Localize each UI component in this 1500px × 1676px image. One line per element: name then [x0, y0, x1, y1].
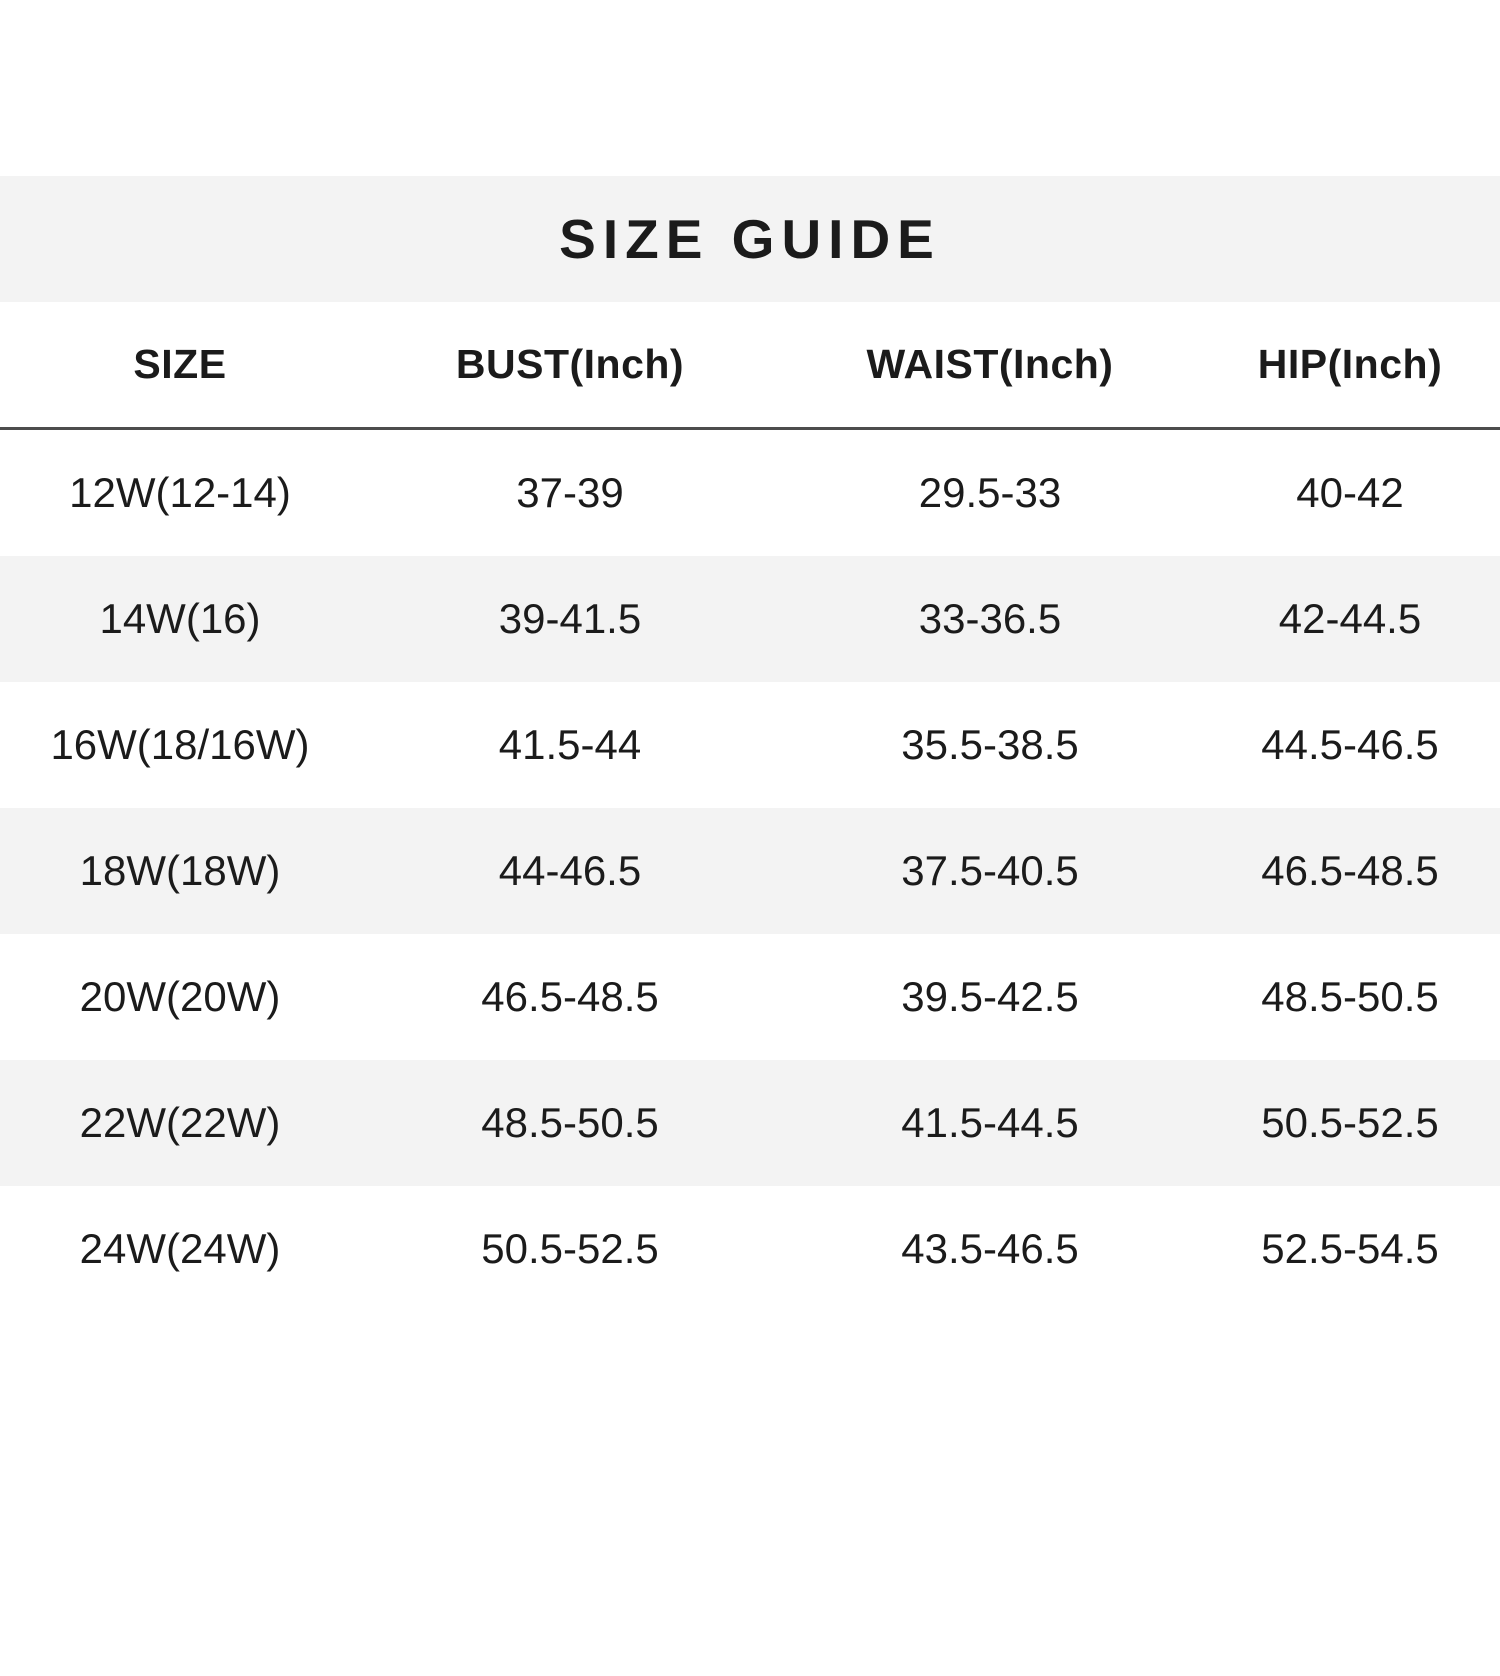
table-row: [0, 682, 1500, 808]
waist-value: 29.5-33: [918, 469, 1062, 516]
hip-value: 48.5-50.5: [1261, 973, 1439, 1020]
hip-value: 50.5-52.5: [1261, 1099, 1439, 1146]
size-guide-page: [0, 176, 1500, 1312]
bust-value: 37-39: [516, 469, 624, 516]
size-value: 12W(12-14): [69, 469, 291, 516]
size-value: 24W(24W): [79, 1225, 281, 1272]
size-value: 16W(18/16W): [50, 721, 310, 768]
waist-value: 41.5-44.5: [901, 1099, 1079, 1146]
table-row: [0, 556, 1500, 682]
column-header-bust: BUST(Inch): [455, 341, 685, 387]
bust-value: 41.5-44: [498, 721, 642, 768]
waist-value: 39.5-42.5: [901, 973, 1079, 1020]
waist-value: 43.5-46.5: [901, 1225, 1079, 1272]
bust-value: 39-41.5: [498, 595, 642, 642]
hip-value: 44.5-46.5: [1261, 721, 1439, 768]
hip-value: 46.5-48.5: [1261, 847, 1439, 894]
waist-value: 37.5-40.5: [901, 847, 1079, 894]
waist-value: 35.5-38.5: [901, 721, 1079, 768]
bust-value: 48.5-50.5: [481, 1099, 659, 1146]
column-header-hip: HIP(Inch): [1257, 341, 1443, 387]
hip-value: 52.5-54.5: [1261, 1225, 1439, 1272]
size-guide-table: [0, 302, 1500, 1312]
bust-value: 44-46.5: [498, 847, 642, 894]
title-band: [0, 176, 1500, 302]
table-body: [0, 430, 1500, 1312]
size-value: 18W(18W): [79, 847, 281, 894]
table-row: [0, 808, 1500, 934]
hip-value: 42-44.5: [1278, 595, 1422, 642]
column-header-size: SIZE: [133, 341, 227, 387]
size-value: 22W(22W): [79, 1099, 281, 1146]
table-row: [0, 430, 1500, 556]
table-row: [0, 934, 1500, 1060]
bust-value: 50.5-52.5: [481, 1225, 659, 1272]
table-row: [0, 1186, 1500, 1312]
table-header-row: [0, 302, 1500, 430]
bust-value: 46.5-48.5: [481, 973, 659, 1020]
size-value: 14W(16): [99, 595, 261, 642]
waist-value: 33-36.5: [918, 595, 1062, 642]
column-header-waist: WAIST(Inch): [866, 341, 1114, 387]
page-title: SIZE GUIDE: [559, 208, 941, 270]
hip-value: 40-42: [1296, 469, 1404, 516]
table-row: [0, 1060, 1500, 1186]
size-value: 20W(20W): [79, 973, 281, 1020]
